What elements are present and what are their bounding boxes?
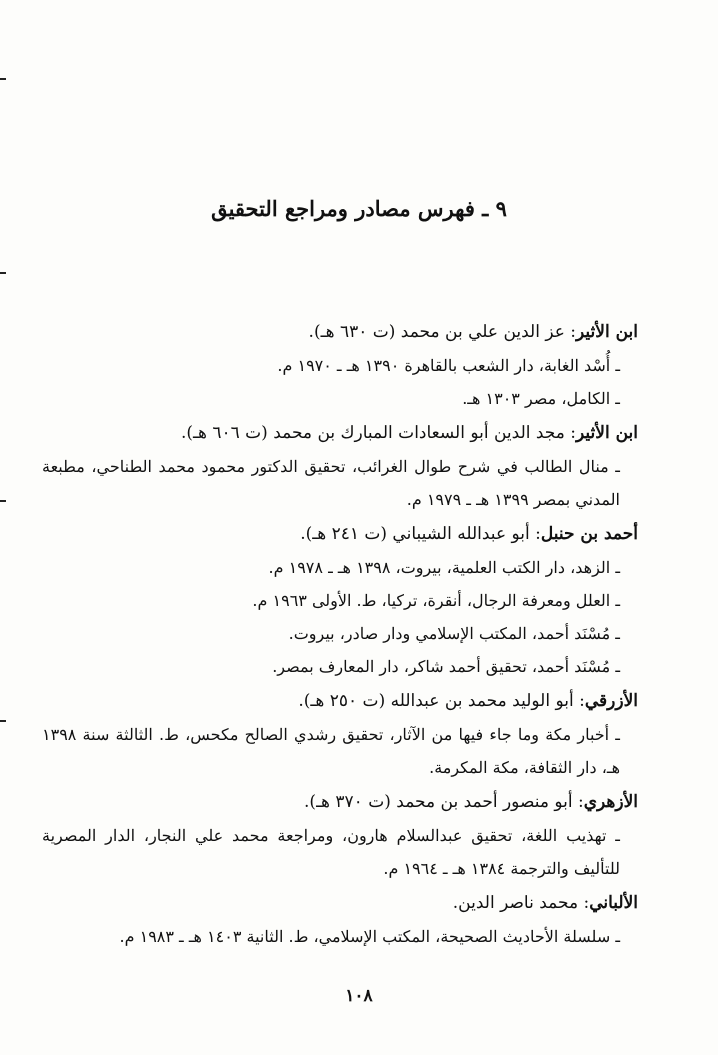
author-details: : محمد ناصر الدين. <box>452 893 590 913</box>
margin-mark-lower <box>0 720 6 722</box>
author-line <box>40 685 638 718</box>
bibliography-entry <box>40 417 638 516</box>
bibliography-entry <box>40 316 638 415</box>
source-item: ـ منال الطالب في شرح طوال الغرائب، تحقيق الدكتور محمود محمد الطناحي، مطبعة المدني بمصر ١٣٩٩ هـ ـ ١٩٧٩ م. <box>42 457 620 509</box>
author-details: : أبو منصور أحمد بن محمد (ت ٣٧٠ هـ). <box>304 792 584 812</box>
author-line <box>40 316 638 349</box>
source-item: ـ تهذيب اللغة، تحقيق عبدالسلام هارون، ومراجعة محمد علي النجار، الدار المصرية للتأليف والترجمة ١٣٨٤ هـ ـ ١٩٦٤ م. <box>42 826 620 878</box>
source-item: ـ الكامل، مصر ١٣٠٣ هـ. <box>462 389 620 408</box>
author-details: : أبو عبدالله الشيباني (ت ٢٤١ هـ). <box>300 524 541 544</box>
bibliography-entry <box>40 786 638 885</box>
margin-mark-middle <box>0 500 6 502</box>
bibliography-entry <box>40 518 638 683</box>
source-item: ـ العلل ومعرفة الرجال، أنقرة، تركيا، ط. الأولى ١٩٦٣ م. <box>252 591 620 610</box>
source-item: ـ سلسلة الأحاديث الصحيحة، المكتب الإسلامي، ط. الثانية ١٤٠٣ هـ ـ ١٩٨٣ م. <box>119 927 620 946</box>
author-line <box>40 518 638 551</box>
author-name: ابن الأثير <box>576 423 638 443</box>
author-details: : أبو الوليد محمد بن عبدالله (ت ٢٥٠ هـ). <box>298 691 585 711</box>
author-details: : مجد الدين أبو السعادات المبارك بن محمد (ت ٦٠٦ هـ). <box>180 423 577 443</box>
source-item: ـ أخبار مكة وما جاء فيها من الآثار، تحقيق رشدي الصالح مكحس، ط. الثالثة سنة ١٣٩٨ هـ، دار الثقافة، مكة المكرمة. <box>42 725 620 777</box>
author-name: ابن الأثير <box>576 322 638 342</box>
page-title: ٩ ـ فهرس مصادر ومراجع التحقيق <box>211 196 507 221</box>
source-item: ـ الزهد، دار الكتب العلمية، بيروت، ١٣٩٨ هـ ـ ١٩٧٨ م. <box>268 558 620 577</box>
author-details: : عز الدين علي بن محمد (ت ٦٣٠ هـ). <box>308 322 577 342</box>
author-line <box>40 887 638 920</box>
margin-mark-top <box>0 78 6 80</box>
author-line <box>40 417 638 450</box>
bibliography <box>40 316 638 955</box>
bibliography-entry <box>40 685 638 784</box>
author-name: الألباني <box>589 893 638 913</box>
author-line <box>40 786 638 819</box>
source-item: ـ مُسْنَد أحمد، المكتب الإسلامي ودار صادر، بيروت. <box>288 624 620 643</box>
author-name: الأزرقي <box>584 691 638 711</box>
source-item: ـ أُسْد الغابة، دار الشعب بالقاهرة ١٣٩٠ هـ ـ ١٩٧٠ م. <box>277 356 620 375</box>
author-name: الأزهري <box>583 792 638 812</box>
page-number: ١٠٨ <box>345 986 373 1006</box>
source-item: ـ مُسْنَد أحمد، تحقيق أحمد شاكر، دار المعارف بمصر. <box>272 657 620 676</box>
bibliography-entry <box>40 887 638 953</box>
author-name: أحمد بن حنبل <box>540 524 638 544</box>
margin-mark-upper <box>0 272 6 274</box>
